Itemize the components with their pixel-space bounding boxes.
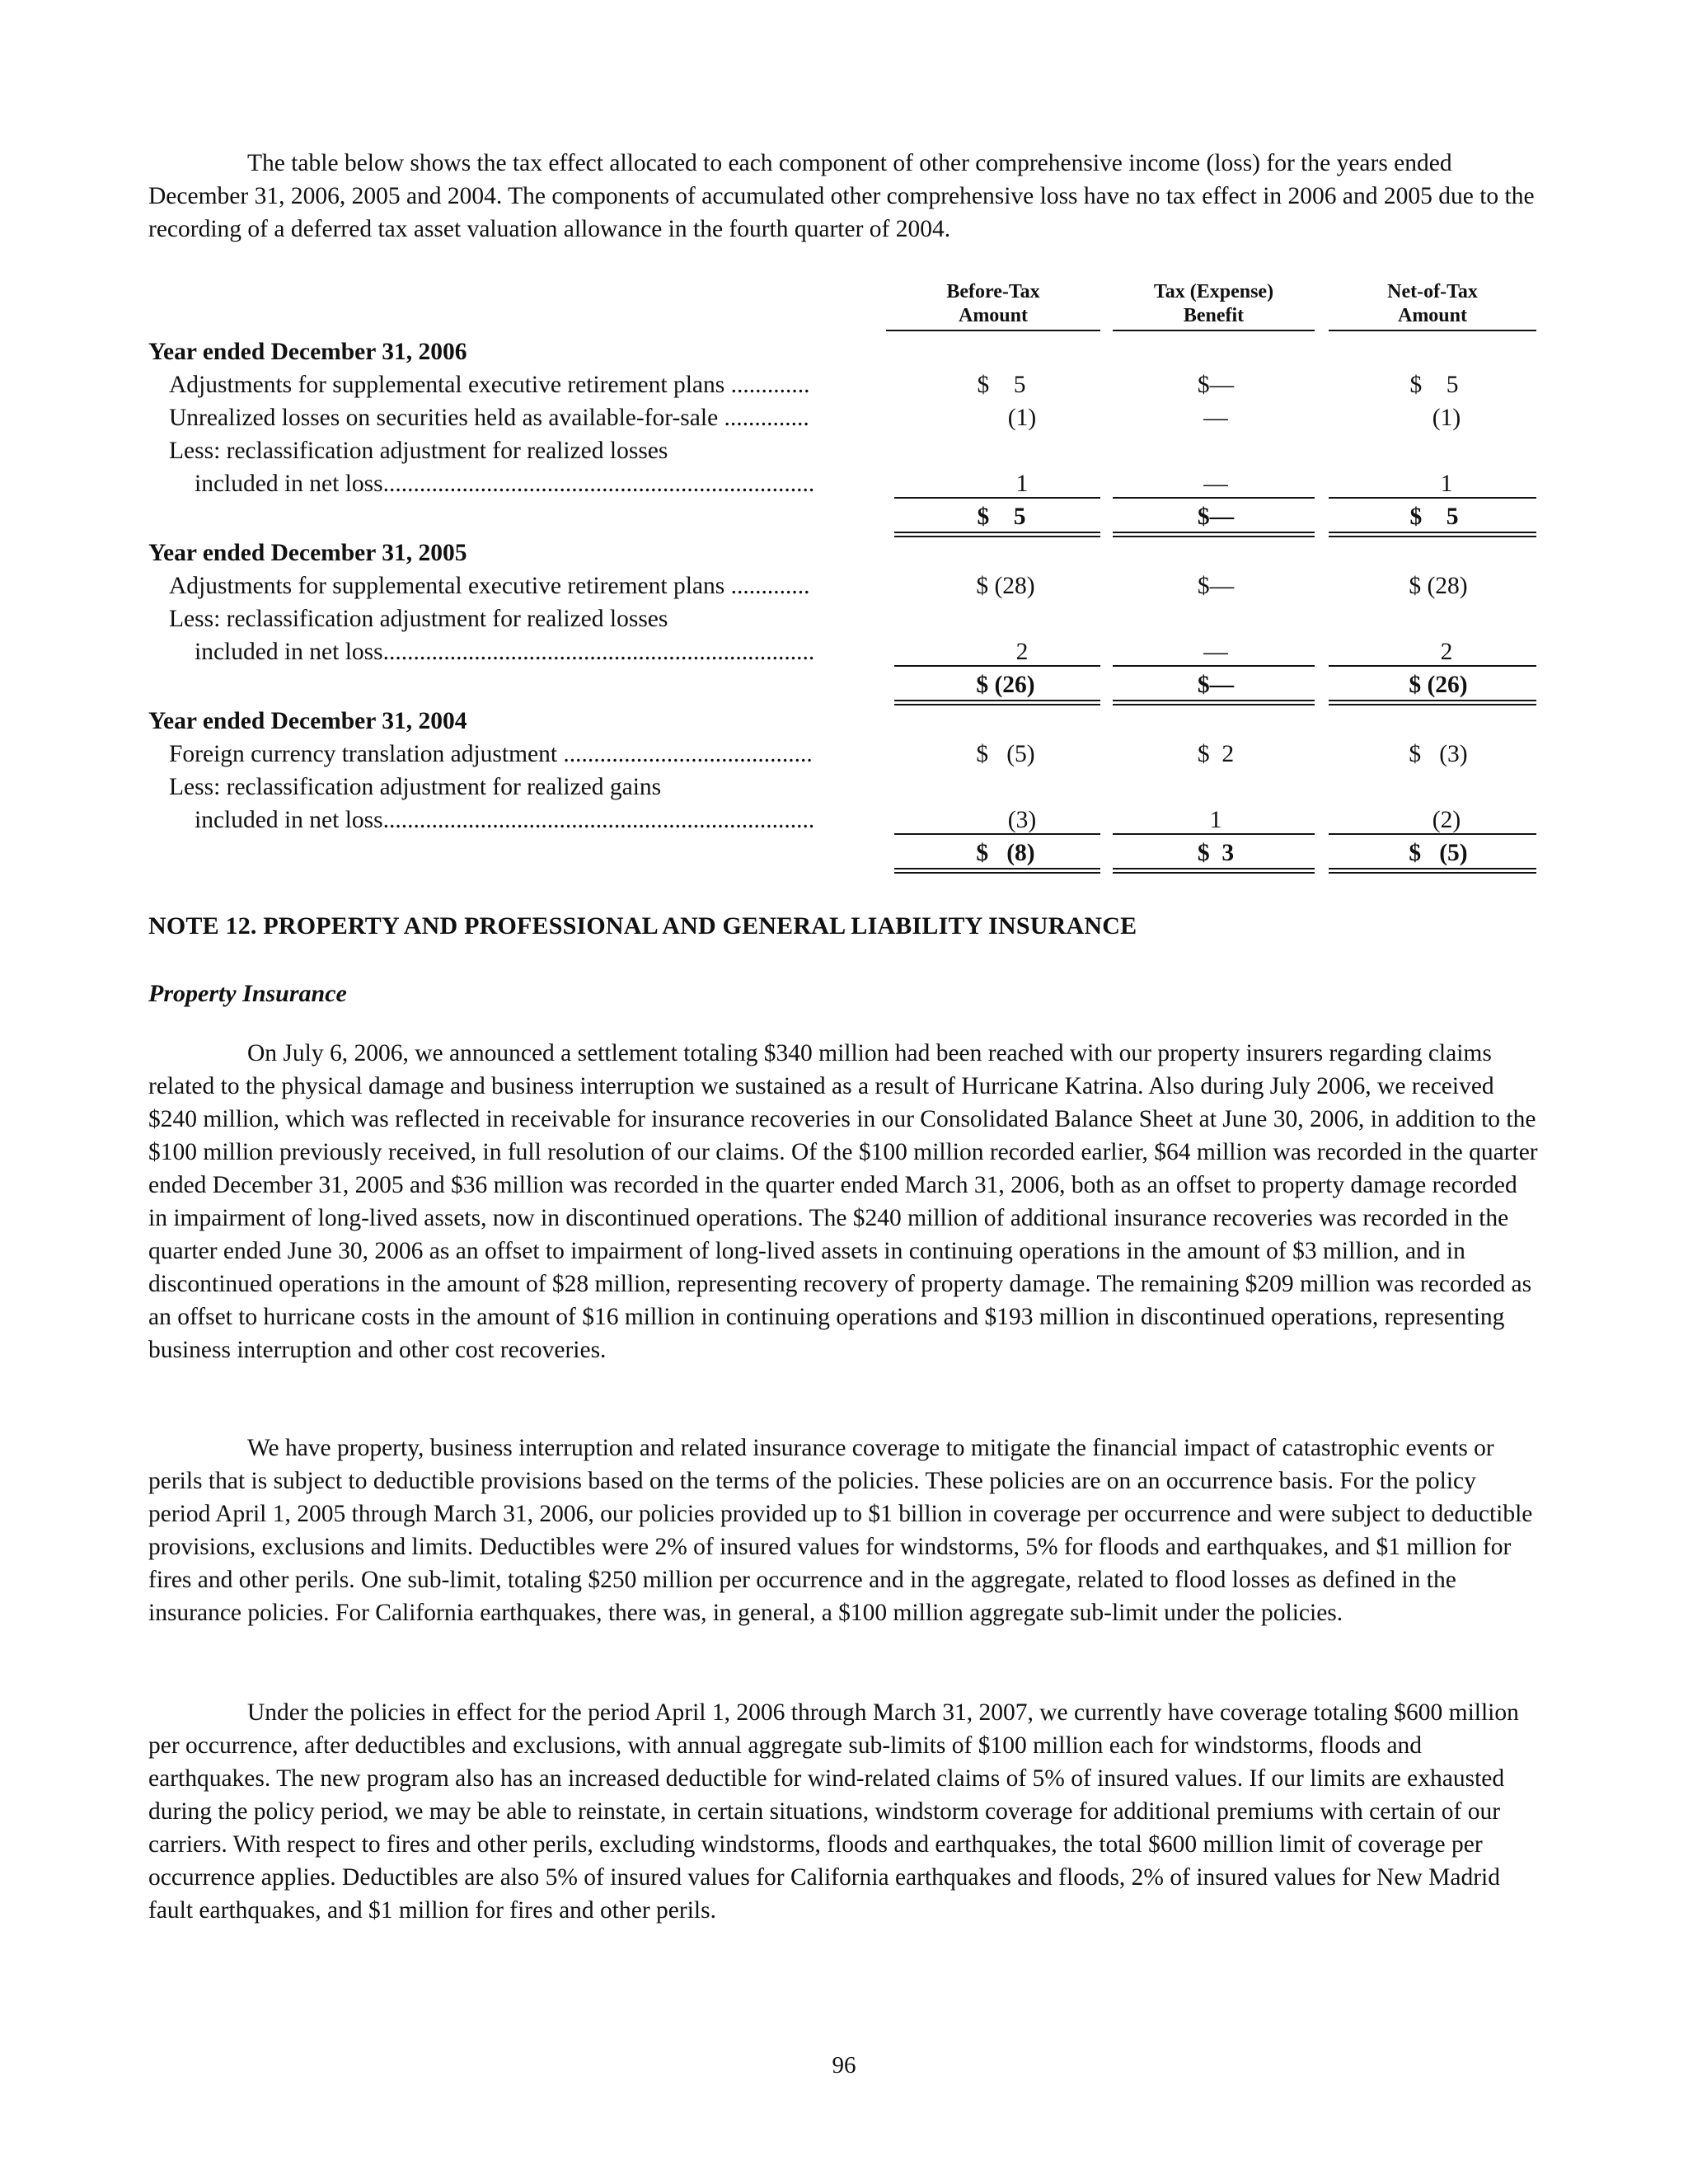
group-title-2004: Year ended December 31, 2004 [148,708,467,734]
cell-before: $ (5) [976,741,1035,767]
page-number: 96 [832,2052,856,2079]
row-label: Less: reclassification adjustment for realized losses [169,606,668,632]
subtotal-rule [1329,665,1536,667]
cell-net: $ 5 [1409,372,1459,398]
col-header-net [1329,280,1536,331]
col-header-before-tax [886,280,1100,331]
subtotal-rule [1329,497,1536,499]
cell-net: $ (3) [1409,741,1468,767]
row-label: Foreign currency translation adjustment ......................................... [169,741,813,767]
cell-tax: $— [1197,372,1235,398]
total-net: $ (5) [1409,840,1468,866]
cell-before: (3) [1007,807,1037,833]
cell-net: $ (28) [1409,573,1468,599]
cell-tax: $— [1197,573,1235,599]
total-double-rule [1329,868,1536,874]
subtotal-rule [894,665,1100,667]
col-header-tax [1113,280,1315,331]
total-tax: $— [1197,672,1235,698]
cell-tax: 1 [1209,807,1222,833]
group-title-2006: Year ended December 31, 2006 [148,339,467,365]
row-label: Adjustments for supplemental executive retirement plans ............. [169,573,810,599]
group-title-2005: Year ended December 31, 2005 [148,540,467,566]
intro-paragraph: The table below shows the tax effect allocated to each component of other comprehensive income (loss) for the years ended December 31, 2006, 2005 and 2004. The components of accumulated other comprehensive loss have no tax effect in 2006 and 2005 due to the recording of a deferred tax asset valuation allowance in the fourth quarter of 2004. [148,150,1535,242]
cell-net: 2 [1440,639,1453,665]
total-double-rule [1329,532,1536,537]
row-label: included in net loss....................................................................... [195,807,815,833]
cell-before: $ 5 [977,372,1026,398]
cell-net: (2) [1432,807,1461,833]
total-tax: $— [1197,504,1235,530]
cell-before: 1 [1015,471,1029,497]
col-header-before-tax-line2: Amount [958,305,1028,326]
subtotal-rule [1113,665,1315,667]
cell-tax: — [1203,405,1228,431]
cell-tax: $ 2 [1197,741,1235,767]
cell-net: (1) [1432,405,1461,431]
body-paragraph: Under the policies in effect for the period April 1, 2006 through March 31, 2007, we currently have coverage totaling $600 million per occurrence, after deductibles and exclusions, with annual aggregate sub-limits of $100 million each for windstorms, floods and earthquakes. The new program also has an increased deductible for wind-related claims of 5% of insured values. If our limits are exhausted during the policy period, we may be able to reinstate, in certain situations, windstorm coverage for additional premiums with certain of our carriers. With respect to fires and other perils, excluding windstorms, floods and earthquakes, the total $600 million limit of coverage per occurrence applies. Deductibles are also 5% of insured values for California earthquakes and floods, 2% of insured values for New Madrid fault earthquakes, and $1 million for fires and other perils. [148,1699,1519,1924]
subtotal-rule [1113,497,1315,499]
subtotal-rule [1329,833,1536,835]
total-double-rule [894,868,1100,874]
total-double-rule [1329,700,1536,705]
total-net: $ (26) [1409,672,1468,698]
total-before: $ (26) [976,672,1035,698]
row-label: Adjustments for supplemental executive retirement plans ............. [169,372,810,398]
total-double-rule [894,700,1100,705]
cell-tax: — [1203,471,1228,497]
total-double-rule [1113,868,1315,874]
row-label: Less: reclassification adjustment for realized gains [169,774,662,800]
total-before: $ (8) [976,840,1035,866]
total-net: $ 5 [1409,504,1459,530]
section-subheading: Property Insurance [148,980,347,1007]
row-label: included in net loss....................................................................... [195,471,815,497]
note-title: NOTE 12. PROPERTY AND PROFESSIONAL AND GENERAL LIABILITY INSURANCE [148,912,1137,940]
total-double-rule [894,532,1100,537]
col-header-tax-line1: Tax (Expense) [1153,281,1274,302]
col-header-net-line2: Amount [1397,305,1467,326]
col-header-tax-line2: Benefit [1183,305,1245,326]
row-label: included in net loss....................................................................... [195,639,815,665]
total-double-rule [1113,532,1315,537]
cell-before: (1) [1007,405,1037,431]
subtotal-rule [894,833,1100,835]
cell-tax: — [1203,639,1228,665]
row-label: Unrealized losses on securities held as available-for-sale .............. [169,405,809,431]
total-tax: $ 3 [1197,840,1235,866]
subtotal-rule [894,497,1100,499]
body-paragraph: We have property, business interruption and related insurance coverage to mitigate the financial impact of catastrophic events or perils that is subject to deductible provisions based on the terms of the policies. These policies are on an occurrence basis. For the policy period April 1, 2005 through March 31, 2006, our policies provided up to $1 billion in coverage per occurrence and were subject to deductible provisions, exclusions and limits. Deductibles were 2% of insured values for windstorms, 5% for floods and earthquakes, and $1 million for fires and other perils. One sub-limit, totaling $250 million per occurrence and in the aggregate, related to flood losses as defined in the insurance policies. For California earthquakes, there was, in general, a $100 million aggregate sub-limit under the policies. [148,1435,1533,1626]
cell-before: $ (28) [976,573,1035,599]
total-double-rule [1113,700,1315,705]
col-header-net-line1: Net-of-Tax [1387,281,1478,302]
row-label: Less: reclassification adjustment for realized losses [169,438,668,464]
total-before: $ 5 [977,504,1026,530]
cell-net: 1 [1440,471,1453,497]
body-paragraph: On July 6, 2006, we announced a settlement totaling $340 million had been reached with our property insurers regarding claims related to the physical damage and business interruption we sustained as a result of Hurricane Katrina. Also during July 2006, we received $240 million, which was reflected in receivable for insurance recoveries in our Consolidated Balance Sheet at June 30, 2006, in addition to the $100 million previously received, in full resolution of our claims. Of the $100 million recorded earlier, $64 million was recorded in the quarter ended December 31, 2005 and $36 million was recorded in the quarter ended March 31, 2006, both as an offset to property damage recorded in impairment of long-lived assets, now in discontinued operations. The $240 million of additional insurance recoveries was recorded in the quarter ended June 30, 2006 as an offset to impairment of long-lived assets in continuing operations in the amount of $3 million, and in discontinued operations in the amount of $28 million, representing recovery of property damage. The remaining $209 million was recorded as an offset to hurricane costs in the amount of $16 million in continuing operations and $193 million in discontinued operations, representing business interruption and other cost recoveries. [148,1040,1538,1363]
col-header-before-tax-line1: Before-Tax [946,281,1040,302]
subtotal-rule [1113,833,1315,835]
cell-before: 2 [1015,639,1029,665]
